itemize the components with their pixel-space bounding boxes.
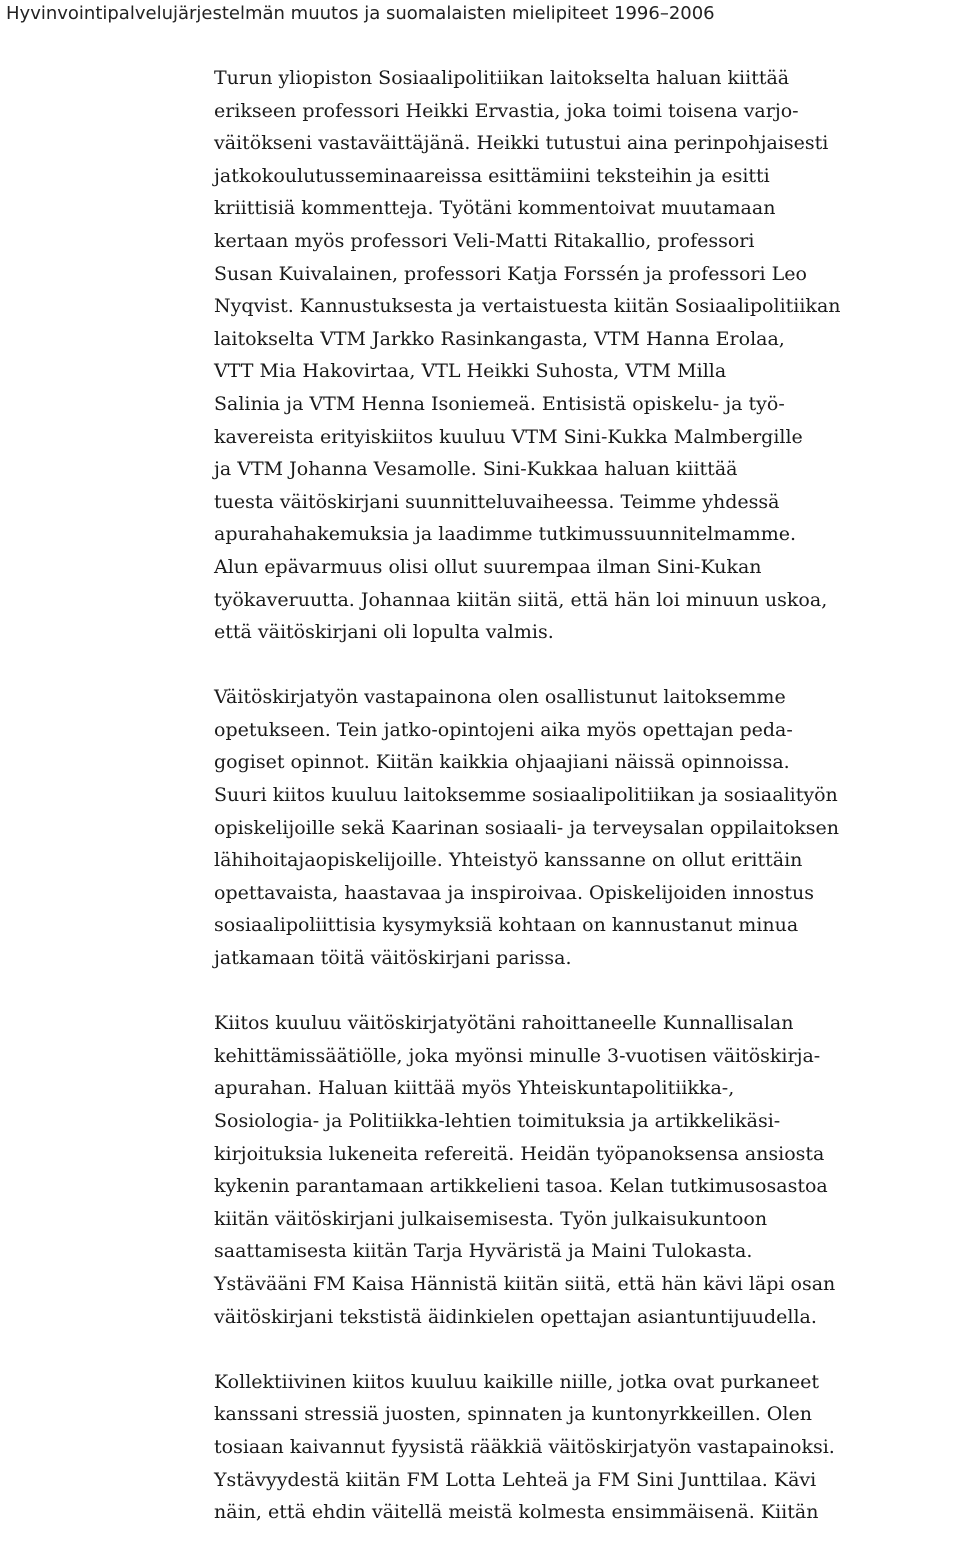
paragraph-4 xyxy=(214,1366,954,1529)
text-line: Väitöskirjatyön vastapainona olen osallistunut laitoksemme xyxy=(214,686,786,709)
text-line: jatkokoulutusseminaareissa esittämiini teksteihin ja esitti xyxy=(214,164,770,187)
text-line: kanssani stressiä juosten, spinnaten ja kuntonyrkkeillen. Olen xyxy=(214,1403,812,1426)
text-line: kykenin parantamaan artikkelieni tasoa. Kelan tutkimusosastoa xyxy=(214,1175,828,1198)
text-line: kiitän väitöskirjani julkaisemisesta. Työn julkaisukuntoon xyxy=(214,1207,768,1230)
text-line: opetukseen. Tein jatko-opintojeni aika myös opettajan peda- xyxy=(214,718,793,741)
text-line: kehittämissäätiölle, joka myönsi minulle 3-vuotisen väitöskirja- xyxy=(214,1044,821,1067)
text-line: Kollektiivinen kiitos kuuluu kaikille niille, jotka ovat purkaneet xyxy=(214,1370,820,1393)
text-line: kertaan myös professori Veli-Matti Ritakallio, professori xyxy=(214,229,755,252)
text-line: väitökseni vastaväittäjänä. Heikki tutustui aina perinpohjaisesti xyxy=(214,132,829,155)
text-line: kavereista erityiskiitos kuuluu VTM Sini-Kukka Malmbergille xyxy=(214,425,803,448)
text-line: kriittisiä kommentteja. Työtäni kommentoivat muutamaan xyxy=(214,197,776,220)
text-line: ja VTM Johanna Vesamolle. Sini-Kukkaa haluan kiittää xyxy=(214,458,738,481)
text-line: Sosiologia- ja Politiikka-lehtien toimituksia ja artikkelikäsi- xyxy=(214,1110,781,1132)
text-line: Suuri kiitos kuuluu laitoksemme sosiaalipolitiikan ja sosiaalityön xyxy=(214,784,838,807)
text-line: Kiitos kuuluu väitöskirjatyötäni rahoittaneelle Kunnallisalan xyxy=(214,1012,794,1035)
text-line: opettavaista, haastavaa ja inspiroivaa. Opiskelijoiden innostus xyxy=(214,881,814,904)
paragraph-1 xyxy=(214,62,954,649)
text-line: opiskelijoille sekä Kaarinan sosiaali- ja terveysalan oppilaitoksen xyxy=(214,816,840,839)
text-line: Ystävyydestä kiitän FM Lotta Lehteä ja FM Sini Junttilaa. Kävi xyxy=(214,1468,817,1491)
text-line: VTT Mia Hakovirtaa, VTL Heikki Suhosta, VTM Milla xyxy=(214,360,727,383)
paragraph-2 xyxy=(214,681,954,974)
text-line: Turun yliopiston Sosiaalipolitiikan laitokselta haluan kiittää xyxy=(214,67,790,89)
text-line: Nyqvist. Kannustuksesta ja vertaistuesta kiitän Sosiaalipolitiikan xyxy=(214,295,841,318)
text-line: erikseen professori Heikki Ervastia, joka toimi toisena varjo- xyxy=(214,99,799,122)
text-line: Alun epävarmuus olisi ollut suurempaa ilman Sini-Kukan xyxy=(214,555,762,578)
text-line: sosiaalipoliittisia kysymyksiä kohtaan on kannustanut minua xyxy=(214,914,799,937)
text-line: saattamisesta kiitän Tarja Hyväristä ja Maini Tulokasta. xyxy=(214,1240,753,1263)
text-line: lähihoitajaopiskelijoille. Yhteistyö kanssanne on ollut erittäin xyxy=(214,849,803,872)
text-line: näin, että ehdin väitellä meistä kolmesta ensimmäisenä. Kiitän xyxy=(214,1501,819,1524)
text-line: että väitöskirjani oli lopulta valmis. xyxy=(214,621,554,644)
text-line: väitöskirjani tekstistä äidinkielen opettajan asiantuntijuudella. xyxy=(214,1305,817,1328)
paragraph-3 xyxy=(214,1007,954,1333)
text-line: Salinia ja VTM Henna Isoniemeä. Entisistä opiskelu- ja työ- xyxy=(214,392,785,415)
text-line: Ystävääni FM Kaisa Hännistä kiitän siitä, että hän kävi läpi osan xyxy=(214,1272,836,1295)
text-line: laitokselta VTM Jarkko Rasinkangasta, VTM Hanna Erolaa, xyxy=(214,327,785,350)
text-line: Susan Kuivalainen, professori Katja Forssén ja professori Leo xyxy=(214,262,807,285)
running-header: Hyvinvointipalvelujärjestelmän muutos ja suomalaisten mielipiteet 1996–2006 xyxy=(6,3,715,24)
text-line: työkaveruutta. Johannaa kiitän siitä, että hän loi minuun uskoa, xyxy=(214,588,828,611)
text-line: gogiset opinnot. Kiitän kaikkia ohjaajiani näissä opinnoissa. xyxy=(214,751,790,774)
text-line: kirjoituksia lukeneita refereitä. Heidän työpanoksensa ansiosta xyxy=(214,1142,825,1165)
body-text xyxy=(214,62,954,1561)
text-line: tosiaan kaivannut fyysistä rääkkiä väitöskirjatyön vastapainoksi. xyxy=(214,1435,835,1458)
text-line: tuesta väitöskirjani suunnitteluvaiheessa. Teimme yhdessä xyxy=(214,490,780,513)
text-line: apurahahakemuksia ja laadimme tutkimussuunnitelmamme. xyxy=(214,523,797,546)
text-line: apurahan. Haluan kiittää myös Yhteiskuntapolitiikka-, xyxy=(214,1077,735,1100)
text-line: jatkamaan töitä väitöskirjani parissa. xyxy=(214,947,572,970)
